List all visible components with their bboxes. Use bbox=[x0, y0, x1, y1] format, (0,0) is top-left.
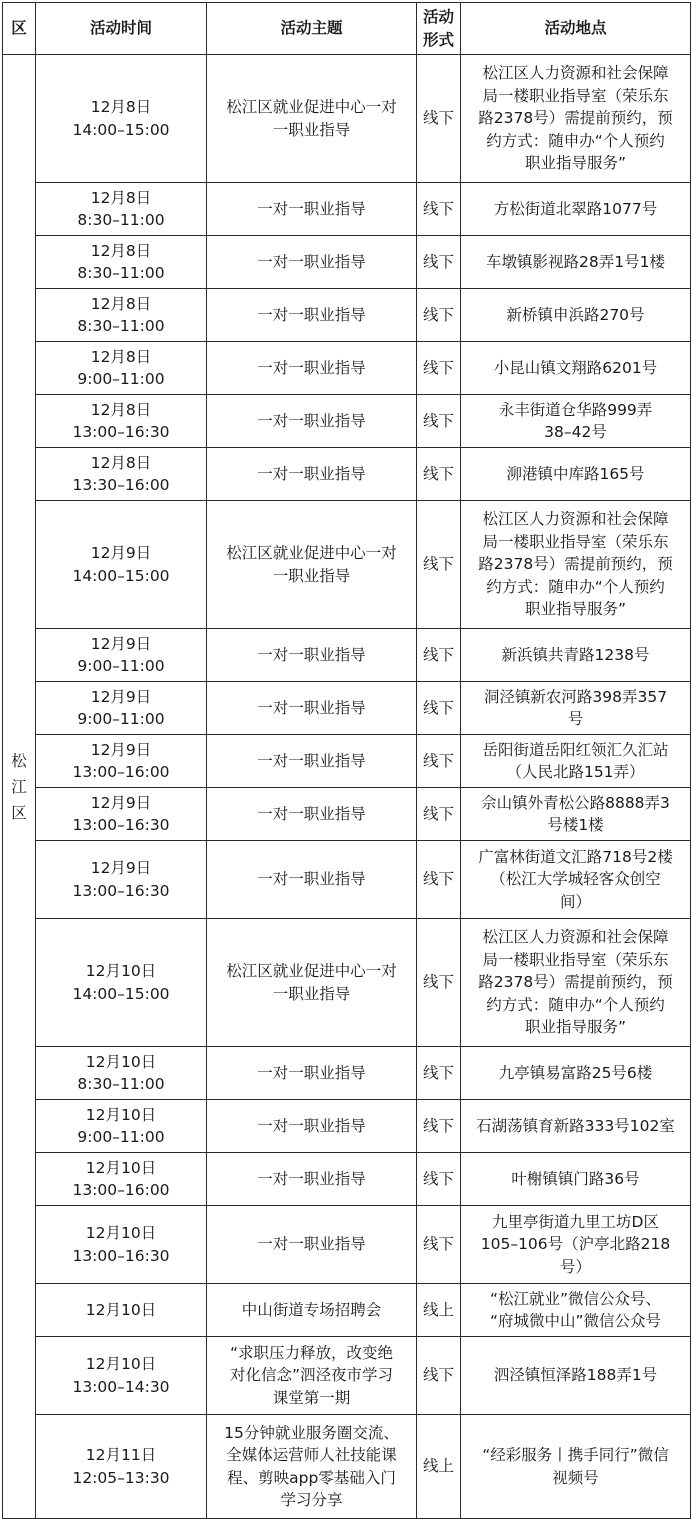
cell-time: 12月10日 bbox=[36, 1284, 207, 1337]
cell-form: 线下 bbox=[417, 55, 461, 183]
cell-time: 12月8日 8:30–11:00 bbox=[36, 289, 207, 342]
header-place: 活动地点 bbox=[461, 3, 691, 55]
cell-place: 佘山镇外青松公路8888弄3 号楼1楼 bbox=[461, 788, 691, 841]
cell-form: 线下 bbox=[417, 501, 461, 629]
cell-theme: 一对一职业指导 bbox=[207, 682, 417, 735]
cell-time: 12月8日 8:30–11:00 bbox=[36, 183, 207, 236]
cell-form: 线下 bbox=[417, 682, 461, 735]
cell-place: 九亭镇易富路25号6楼 bbox=[461, 1047, 691, 1100]
cell-time: 12月8日 13:30–16:00 bbox=[36, 448, 207, 501]
cell-form: 线下 bbox=[417, 788, 461, 841]
cell-time: 12月9日 13:00–16:00 bbox=[36, 735, 207, 788]
header-form: 活动 形式 bbox=[417, 3, 461, 55]
table-row bbox=[3, 55, 691, 183]
cell-theme: 松江区就业促进中心一对 一职业指导 bbox=[207, 501, 417, 629]
cell-place: 永丰街道仓华路999弄 38–42号 bbox=[461, 395, 691, 448]
table-row bbox=[3, 735, 691, 788]
table-row bbox=[3, 682, 691, 735]
cell-theme: “求职压力释放，改变绝 对化信念”泗泾夜市学习 课堂第一期 bbox=[207, 1337, 417, 1415]
cell-place: 岳阳街道岳阳红领汇久汇站 （人民北路151弄） bbox=[461, 735, 691, 788]
cell-place: “经彩服务丨携手同行”微信 视频号 bbox=[461, 1415, 691, 1519]
cell-form: 线上 bbox=[417, 1415, 461, 1519]
cell-time: 12月10日 13:00–16:30 bbox=[36, 1206, 207, 1284]
cell-time: 12月9日 14:00–15:00 bbox=[36, 501, 207, 629]
cell-place: 洞泾镇新农河路398弄357 号 bbox=[461, 682, 691, 735]
cell-theme: 松江区就业促进中心一对 一职业指导 bbox=[207, 55, 417, 183]
table-row bbox=[3, 841, 691, 919]
cell-form: 线下 bbox=[417, 735, 461, 788]
cell-theme: 松江区就业促进中心一对 一职业指导 bbox=[207, 919, 417, 1047]
cell-theme: 一对一职业指导 bbox=[207, 1100, 417, 1153]
cell-form: 线下 bbox=[417, 448, 461, 501]
cell-theme: 一对一职业指导 bbox=[207, 1153, 417, 1206]
cell-place: 松江区人力资源和社会保障 局一楼职业指导室（荣乐东 路2378号）需提前预约，预 约方式：随申办“个人预约 职业指导服务” bbox=[461, 501, 691, 629]
cell-place: 广富林街道文汇路718号2楼 （松江大学城轻客众创空 间） bbox=[461, 841, 691, 919]
table-row bbox=[3, 183, 691, 236]
cell-form: 线上 bbox=[417, 1284, 461, 1337]
cell-form: 线下 bbox=[417, 183, 461, 236]
cell-theme: 一对一职业指导 bbox=[207, 735, 417, 788]
cell-time: 12月9日 9:00–11:00 bbox=[36, 629, 207, 682]
cell-place: 松江区人力资源和社会保障 局一楼职业指导室（荣乐东 路2378号）需提前预约，预 约方式：随申办“个人预约 职业指导服务” bbox=[461, 919, 691, 1047]
cell-form: 线下 bbox=[417, 1047, 461, 1100]
cell-time: 12月8日 13:00–16:30 bbox=[36, 395, 207, 448]
table-row bbox=[3, 342, 691, 395]
table-row bbox=[3, 289, 691, 342]
cell-time: 12月8日 14:00–15:00 bbox=[36, 55, 207, 183]
table-row bbox=[3, 236, 691, 289]
table-row bbox=[3, 1337, 691, 1415]
cell-time: 12月9日 13:00–16:30 bbox=[36, 788, 207, 841]
cell-place: “松江就业”微信公众号、 “府城微中山”微信公众号 bbox=[461, 1284, 691, 1337]
cell-form: 线下 bbox=[417, 395, 461, 448]
cell-time: 12月9日 9:00–11:00 bbox=[36, 682, 207, 735]
table-row bbox=[3, 1206, 691, 1284]
table-row bbox=[3, 501, 691, 629]
cell-theme: 一对一职业指导 bbox=[207, 236, 417, 289]
cell-time: 12月10日 8:30–11:00 bbox=[36, 1047, 207, 1100]
cell-theme: 15分钟就业服务圈交流、 全媒体运营师人社技能课 程、剪映app零基础入门 学习分享 bbox=[207, 1415, 417, 1519]
cell-place: 泗泾镇恒泽路188弄1号 bbox=[461, 1337, 691, 1415]
cell-time: 12月8日 9:00–11:00 bbox=[36, 342, 207, 395]
cell-time: 12月9日 13:00–16:30 bbox=[36, 841, 207, 919]
cell-theme: 一对一职业指导 bbox=[207, 342, 417, 395]
cell-place: 叶榭镇镇门路36号 bbox=[461, 1153, 691, 1206]
table-row bbox=[3, 1415, 691, 1519]
cell-form: 线下 bbox=[417, 1337, 461, 1415]
cell-theme: 一对一职业指导 bbox=[207, 183, 417, 236]
cell-theme: 一对一职业指导 bbox=[207, 629, 417, 682]
table-row bbox=[3, 1047, 691, 1100]
cell-place: 九里亭街道九里工坊D区 105–106号（沪亭北路218 号） bbox=[461, 1206, 691, 1284]
cell-theme: 一对一职业指导 bbox=[207, 1047, 417, 1100]
cell-place: 新浜镇共青路1238号 bbox=[461, 629, 691, 682]
header-district: 区 bbox=[3, 3, 36, 55]
cell-place: 新桥镇申浜路270号 bbox=[461, 289, 691, 342]
cell-time: 12月11日 12:05–13:30 bbox=[36, 1415, 207, 1519]
cell-form: 线下 bbox=[417, 236, 461, 289]
cell-theme: 一对一职业指导 bbox=[207, 788, 417, 841]
header-theme: 活动主题 bbox=[207, 3, 417, 55]
cell-theme: 一对一职业指导 bbox=[207, 395, 417, 448]
cell-theme: 一对一职业指导 bbox=[207, 289, 417, 342]
cell-time: 12月10日 9:00–11:00 bbox=[36, 1100, 207, 1153]
cell-place: 泖港镇中库路165号 bbox=[461, 448, 691, 501]
cell-form: 线下 bbox=[417, 1153, 461, 1206]
cell-theme: 一对一职业指导 bbox=[207, 448, 417, 501]
district-cell: 松江区 bbox=[3, 55, 36, 1519]
header-time: 活动时间 bbox=[36, 3, 207, 55]
cell-form: 线下 bbox=[417, 289, 461, 342]
cell-time: 12月10日 13:00–14:30 bbox=[36, 1337, 207, 1415]
table-header-row bbox=[3, 3, 691, 55]
cell-form: 线下 bbox=[417, 1206, 461, 1284]
table-row bbox=[3, 788, 691, 841]
table-row bbox=[3, 629, 691, 682]
cell-time: 12月8日 8:30–11:00 bbox=[36, 236, 207, 289]
cell-form: 线下 bbox=[417, 629, 461, 682]
cell-place: 车墩镇影视路28弄1号1楼 bbox=[461, 236, 691, 289]
cell-place: 石湖荡镇育新路333号102室 bbox=[461, 1100, 691, 1153]
activity-table bbox=[2, 2, 691, 1519]
cell-theme: 中山街道专场招聘会 bbox=[207, 1284, 417, 1337]
table-row bbox=[3, 448, 691, 501]
table-row bbox=[3, 1100, 691, 1153]
table-row bbox=[3, 1284, 691, 1337]
cell-time: 12月10日 13:00–16:00 bbox=[36, 1153, 207, 1206]
cell-place: 松江区人力资源和社会保障 局一楼职业指导室（荣乐东 路2378号）需提前预约，预 约方式：随申办“个人预约 职业指导服务” bbox=[461, 55, 691, 183]
cell-theme: 一对一职业指导 bbox=[207, 1206, 417, 1284]
cell-place: 方松街道北翠路1077号 bbox=[461, 183, 691, 236]
table-row bbox=[3, 1153, 691, 1206]
cell-time: 12月10日 14:00–15:00 bbox=[36, 919, 207, 1047]
cell-place: 小昆山镇文翔路6201号 bbox=[461, 342, 691, 395]
cell-form: 线下 bbox=[417, 342, 461, 395]
cell-form: 线下 bbox=[417, 841, 461, 919]
cell-theme: 一对一职业指导 bbox=[207, 841, 417, 919]
cell-form: 线下 bbox=[417, 919, 461, 1047]
table-row bbox=[3, 919, 691, 1047]
cell-form: 线下 bbox=[417, 1100, 461, 1153]
table-row bbox=[3, 395, 691, 448]
